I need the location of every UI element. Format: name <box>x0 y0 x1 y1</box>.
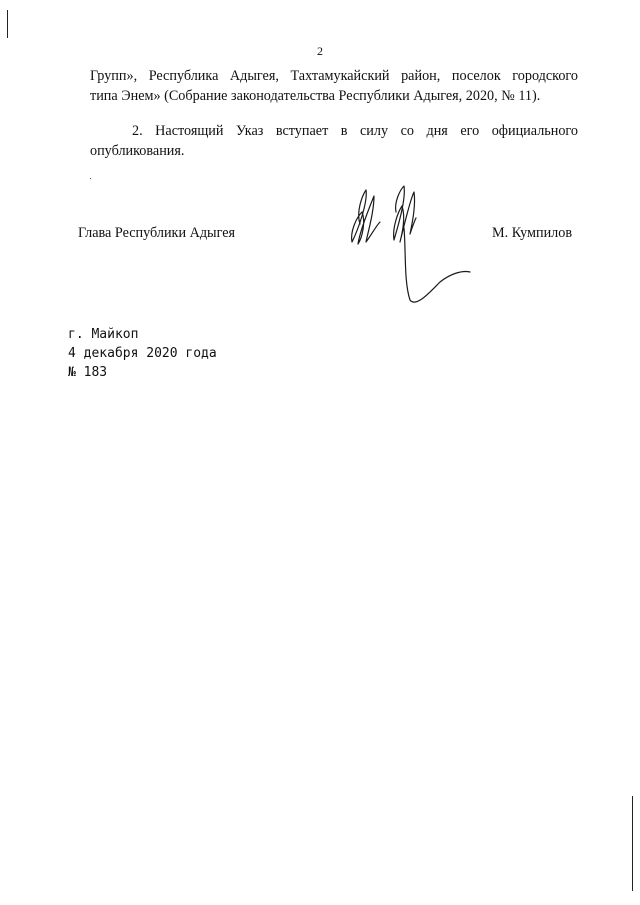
handwritten-signature <box>340 182 480 307</box>
position-title: Глава Республики Адыгея <box>78 225 236 241</box>
issue-date: 4 декабря 2020 года <box>68 346 217 361</box>
paragraph-line: 2. Настоящий Указ вступает в силу со дня его официального <box>132 123 578 139</box>
issue-city: г. Майкоп <box>68 327 139 342</box>
paragraph-continuation <box>90 66 578 106</box>
paragraph-effective-date <box>90 121 578 161</box>
scan-speck <box>90 178 91 179</box>
paragraph-line: опубликования. <box>90 143 185 159</box>
signatory-name: М. Кумпилов <box>492 225 573 241</box>
paragraph-line: Групп», Республика Адыгея, Тахтамукайский район, поселок городского <box>90 68 578 84</box>
scan-edge-mark <box>7 10 8 38</box>
paragraph-line: типа Энем» (Собрание законодательства Республики Адыгея, 2020, № 11). <box>90 88 541 104</box>
issue-details <box>68 325 217 382</box>
page-number: 2 <box>317 44 323 58</box>
issue-number: № 183 <box>68 365 108 380</box>
scan-edge-mark <box>632 796 633 891</box>
